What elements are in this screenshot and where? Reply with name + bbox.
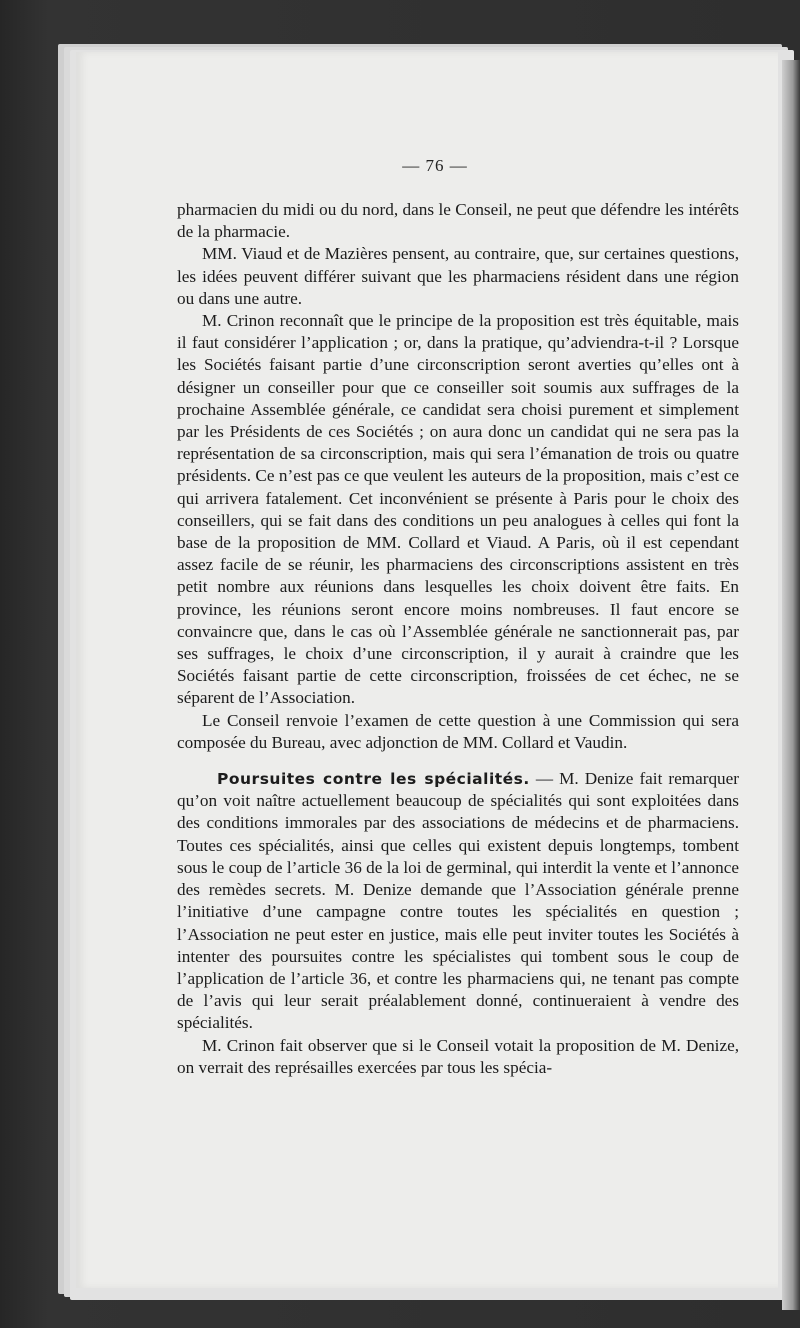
- page-number: — 76 —: [402, 156, 468, 175]
- section-poursuites: [177, 768, 739, 1034]
- paragraph-denize: — M. Denize fait remarquer qu’on voit naître actuellement beaucoup de spécialités qui sont exploitées dans des conditions immorales par des associations de médecins et de pharmaciens. Toutes ces spécialités, ainsi que celles qui existent depuis longtemps, tombent sous le coup de l’article 36 de la loi de germinal, qui interdit la vente et l’annonce des remèdes secrets. M. Denize demande que l’Association générale prenne l’initiative d’une campagne contre toutes les spécialités en question ; l’Association ne peut ester en justice, mais elle peut inviter toutes les Sociétés à intenter des poursuites contre les spécialistes qui tombent sous le coup de l’application de l’article 36, et contre les pharmaciens qui, ne tenant pas compte de l’avis qui leur serait préalablement donné, continueraient à vendre des spécialités.: [177, 769, 740, 1033]
- facing-page-edge: [782, 60, 800, 1310]
- section-heading: Poursuites contre les spécialités.: [217, 770, 530, 789]
- body-text: [177, 199, 739, 1079]
- paragraph-crinon-observation: M. Crinon fait observer que si le Conseil votait la proposition de M. Denize, on verrait des représailles exercées par tous les spécia-: [177, 1035, 739, 1077]
- paragraph-conseil-decision: Le Conseil renvoie l’examen de cette question à une Commission qui sera composée du Bureau, avec adjonction de MM. Collard et Vaudin.: [177, 710, 739, 752]
- paragraph-continuation: pharmacien du midi ou du nord, dans le Conseil, ne peut que défendre les intérêts de la pharmacie.: [177, 200, 739, 242]
- paragraph-crinon-reply: M. Crinon reconnaît que le principe de la proposition est très équitable, mais il faut considérer l’application ; or, dans la pratique, qu’adviendra-t-il ? Lorsque les Sociétés faisant partie d’une circonscription seront averties qu’elles ont à désigner un conseiller pour que ce conseiller soit soumis aux suffrages de la prochaine Assemblée générale, ce candidat sera choisi purement et simplement par les Présidents de ces Sociétés ; on aura donc un candidat qui ne sera pas la représentation de sa circonscription, mais qui sera l’émanation de trois ou quatre présidents. Ce n’est pas ce que veulent les auteurs de la proposition, mais c’est ce qui arrivera fatalement. Cet inconvénient se présente à Paris pour le choix des conseillers, qui se fait dans des conditions un peu analogues à celles qui font la base de la proposition de MM. Collard et Viaud. A Paris, où il est cependant assez facile de se réunir, les pharmaciens des circonscriptions assistent en très petit nombre aux réunions dans lesquelles les choix doivent être faits. En province, les réunions seront encore moins nombreuses. Il faut encore se convaincre que, dans le cas où l’Assemblée générale ne sanctionnerait pas, par ses suffrages, le choix d’une circonscription, il y aurait à craindre que les Sociétés faisant partie de cette circonscription, froissées de cet échec, ne se séparent de l’Association.: [177, 311, 739, 708]
- paragraph-viaud-mazieres: MM. Viaud et de Mazières pensent, au contraire, que, sur certaines questions, les idées peuvent différer suivant que les pharmaciens résident dans une région ou dans une autre.: [177, 244, 739, 308]
